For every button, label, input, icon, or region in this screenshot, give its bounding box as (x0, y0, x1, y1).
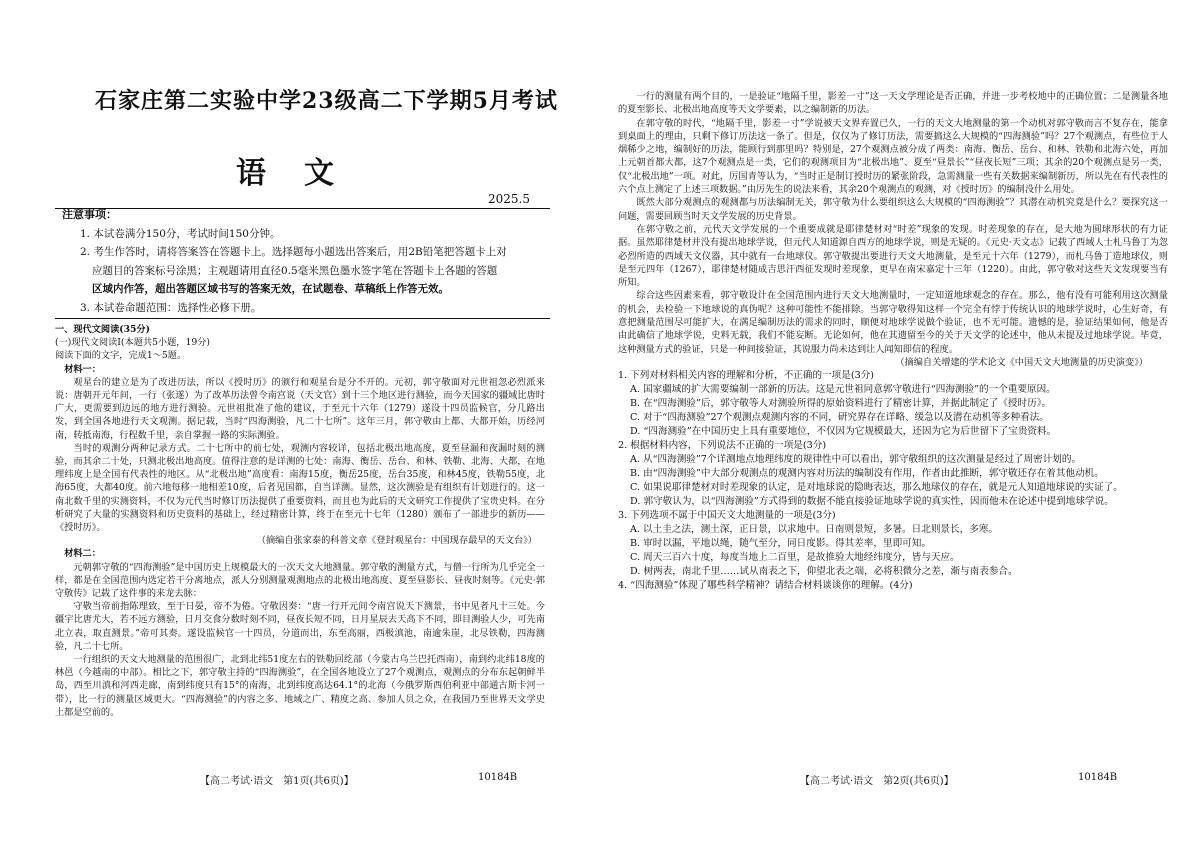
question-1: 1. 下列对材料相关内容的理解和分析，不正确的一项是(3分) (618, 370, 875, 382)
question-3: 3. 下列选项不属于中国天文大地测量的一项是(3分) (618, 510, 836, 522)
page-footer: 【高二考试·语文 第2页(共6页)】 (800, 776, 954, 787)
source-citation: （摘编自关增建的学术论文《中国天文大地测量的历史演变》） (895, 356, 1148, 368)
question-4: 4. “四海测验”体现了哪些科学精神？请结合材料谈谈你的理解。(4分) (618, 580, 913, 592)
section-heading: 一、现代文阅读(35分) (55, 324, 150, 335)
subsection-heading: (一)现代文阅读Ⅰ(本题共5小题，19分) (55, 337, 210, 349)
option: D. “四海测验”在中国历史上具有重要地位，不仅因为它规模最大，还因为它为后世留下了宝贵资料。 (630, 426, 1057, 438)
option: B. 审时以漏，平地以绳，随气至分，同日度影。得其差率，里即可知。 (630, 538, 931, 550)
option: A. 以土圭之法，测土深，正日景，以求地中。日南则景短，多暑。日北则景长，多寒。 (630, 524, 998, 536)
exam-date: 2025.5 (488, 192, 530, 206)
paragraph: 一行组织的天文大地测量的范围很广，北到北纬51度左右的铁勒回纥部（今蒙古乌兰巴托西南），南到约北纬18度的林邑（今越南的中部）。相比之下，郭守敬主持的“四海测验”，在全国各地设立了27个观测点，观测点的分布东起朝鲜半岛，西至川滇和河西走廊，南到纬度只有15°的南海，北到纬度高达64.1°的北海（今俄罗斯西伯利亚中部通古斯卡河一带），比一行的测量区域更大。“四海测验”的内容之多、地域之广、精度之高、参加人员之众，在我国乃至世界天文学史上都是空前的。 (55, 654, 545, 718)
option: C. 如果说耶律楚材对时差现象的认定，是对地球说的隐晦表达，那么地球仪的存在，就是元人知道地球说的实证了。 (630, 482, 1123, 494)
page-footer: 【高二考试·语文 第1页(共6页)】 (200, 776, 354, 787)
material-2-heading: 材料二： (64, 548, 101, 560)
reading-passage-left (55, 323, 545, 719)
notice-item: 区域内作答，超出答题区域书写的答案无效，在试题卷、草稿纸上作答无效。 (92, 283, 449, 295)
question-2: 2. 根据材料内容，下列说法不正确的一项是(3分) (618, 440, 827, 452)
option: B. 由“四海测验”中大部分观测点的观测内容对历法的编制没有作用，作者由此推断，郭守敬还存在着其他动机。 (630, 468, 1104, 480)
option: A. 从“四海测验”7个详测地点地理纬度的规律性中可以看出，郭守敬组织的这次测量是经过了周密计划的。 (630, 454, 1082, 466)
notice-heading: 注意事项： (62, 208, 117, 221)
material-1-heading: 材料一： (64, 363, 101, 375)
paragraph: 在郭守敬之前，元代天文学发展的一个重要成就是耶律楚材对“时差”现象的发现。时差现象的存在，是大地为圆球形状的有力证据。虽然耶律楚材并没有提出地球学说，但元代人知道源自西方的地球学说，则是无疑的。《元史·天文志》记载了西域人士札马鲁丁为忽必烈所造的西域天文仪器，其中就有一台地球仪。郭守敬提出要进行天文大地测量，是至元十六年（1279），而札马鲁丁造地球仪，则是至元四年（1267），耶律楚材随成吉思汗西征发现时差现象，更早在南宋嘉定十三年（1220）。由此，郭守敬对这些天文发现要当有所知。 (618, 223, 1168, 289)
option: D. 树两表，南北千里……试从南表之下，仰望北表之端，必将积微分之差，渐与南表参合。 (630, 566, 1018, 578)
paragraph: 观星台的建立是为了改进历法，所以《授时历》的颁行和观星台是分不开的。元初，郭守敬面对元世祖忽必烈派来说：唐朝开元年间，一行（张遂）为了改革历法曾令南宫说（天文官）到十三个地区进行测验，而今天国家的疆域比唐时广大，更需要到边远的地方进行测验。元世祖批准了他的建议，于至元十六年（1279）遂设十四员监候官，分几路出发，到全国各地进行天文观测。据记载，当时“四海测验，凡二十七所”。这年三月，郭守敬由上都、大都开始，历经河南，转抵南海，行程数千里，亲自掌握一路的实际测验。 (55, 376, 545, 441)
paragraph: 综合这些因素来看，郭守敬设计在全国范围内进行天文大地测量时，一定知道地球观念的存在。那么，他有没有可能利用这次测量的机会，去检验一下地球说的真伪呢？这种可能性不能排除。当郭守敬得知这样一个完全有悖于传统认识的地球学说时，心生好奇，有意把测量范围尽可能扩大，在满足编制历法的需求的同时，顺便对地球学说做个验证，也不无可能。遗憾的是，验证结果如何，他是否由此确信了地球学说，史料无载，我们不能妄断。无论如何，他在其遗留至今的关于天文学的论述中，他从未提及过地球学说。毕竟，这种测量方式的验证，只是一种间接验证，其说服力尚未达到让人闻知即信的程度。 (618, 290, 1168, 355)
paragraph: 守敬当帝前指陈理致，至于日晏，帝不为倦。守敬因奏：“唐一行开元间令南宫说天下测景，书中见者凡十三处。今疆宇比唐尤大，若不远方测验，日月交食分数时刻不同，昼夜长短不同，日月星辰去天高下不同，即目测验人少，可先南北立表，取直测景。”帝可其奏。遂设监候官一十四员，分道而出，东至高丽，西极滇池，南逾朱崖，北尽铁勒，四海测验，凡二十七所。 (55, 601, 545, 652)
option: C. 周天三百六十度，每度当地上二百里，是故推验大地经纬度分，皆与天应。 (630, 552, 960, 564)
notice-block (62, 206, 542, 317)
questions (618, 369, 1168, 593)
paragraph: 元朝郭守敬的“四海测验”是中国历史上规模最大的一次天文大地测量。郭守敬的测量方式，与僧一行所为几乎完全一样，都是在全国范围内选定若干分离地点，派人分别测量观测地点的北极出地高度、夏至昼影长、昼夜时刻等。《元史·郭守敬传》记载了这件事的来龙去脉： (55, 561, 545, 600)
notice-item: 1. 本试卷满分150分，考试时间150分钟。 (80, 227, 281, 240)
notice-item: 应题目的答案标号涂黑；主观题请用直径0.5毫米黑色墨水签字笔在答题卡上各题的答题 (92, 264, 498, 277)
reading-passage-right (618, 90, 1168, 593)
paragraph: 既然大部分观测点的观测都与历法编制无关，郭守敬为什么要组织这么大规模的“四海测验”？其潜在动机究竟是什么？要探究这一问题，需要回顾当时天文学发展的历史背景。 (618, 197, 1168, 222)
option: C. 对于“四海测验”27个观测点观测内容的不同，研究界存在详略、缓急以及潜在动机等多种看法。 (630, 412, 1049, 424)
paragraph: 一行的测量有两个目的，一是验证“地隔千里，影差一寸”这一天文学理论是否正确，并进一步考校地中的正确位置；二是测量各地的夏至影长、北极出地高度等天文学要素，以之编制新的历法。 (618, 91, 1168, 116)
exam-title: 石家庄第二实验中学23级高二下学期5月考试 (95, 88, 558, 114)
subject-title: 语文 (236, 156, 372, 191)
option: D. 郭守敬认为，以“四海测验”方式得到的数据不能直接验证地球学说的真实性，因而他未在论述中提到地球学说。 (630, 496, 1114, 508)
notice-divider (55, 318, 550, 319)
notice-item: 3. 本试卷命题范围：选择性必修下册。 (80, 301, 262, 314)
paragraph: 当时的观测分两种记录方式。二十七所中的前七处，观测内容较详，包括北极出地高度，夏至昼漏和夜漏时刻的测验，而其余二十处，只测北极出地高度。值得注意的是详测的七处：南海、衡岳、岳台、和林、铁勒、北海、大都，在地理纬度上是全国有代表性的地区。从“北极出地”高度看：南海15度，衡岳25度，岳台35度，和林45度，铁勒55度，北海65度，大都40度。前六地每移一地相差10度，后者见国都，自当详测。显然，这次测验是有组织有计划进行的。这一南北数千里的实测资料，不仅为元代当时修订历法提供了重要资料，而且也为此后的天文研究工作提供了宝贵史料。在分析研究了大量的实测资料和历史资料的基础上，经过精密计算，终于在至元十七年（1280）颁布了一部进步的新历——《授时历》。 (55, 442, 545, 534)
paragraph: 在郭守敬的时代，“地隔千里，影差一寸”学说被天文界弃置已久，一行的天文大地测量的第一个动机对郭守敬而言不复存在，能拿到桌面上的理由，只剩下修订历法这一条了。但是，仅仅为了修订历法，需要搞这么大规模的“四海测验”吗？27个观测点，有些位于人烟稀少之地，编制好的历法，能顾行到那里吗？特别是，27个观测点被分成了两类：南海、衡岳、岳台、和林、铁勒和北海六处，再加上元朝首都大都，这7个观测点是一类，它们的观测项目为“北极出地”、夏至“昼景长”“昼夜长短”三项；其余的20个观测点是另一类，仅“北极出地”一项。对此，厉国青等认为，“当时正是制订授时历的紧张阶段，急需测量一些有关数据来编制新历，所以先在有代表性的六个点上测定了上述三项数据。”由厉先生的说法来看，其余20个观测点的观测，对《授时历》的编制没什么用处。 (618, 117, 1168, 196)
option: A. 国家疆域的扩大需要编制一部新的历法。这是元世祖同意郭守敬进行“四海测验”的一个重要原因。 (630, 384, 1056, 396)
page-code: 10184B (1078, 772, 1118, 783)
option: B. 在“四海测验”后，郭守敬等人对测验所得的原始资料进行了精密计算，并据此制定了《授时历》。 (630, 398, 1052, 410)
right-page (600, 0, 1200, 847)
source-citation: （摘编自张家泰的科普文章《登封观星台：中国现存最早的天文台》） (256, 535, 537, 547)
instruction: 阅读下面的文字，完成1～5题。 (55, 350, 187, 362)
notice-item: 2. 考生作答时，请将答案答在答题卡上。选择题每小题选出答案后，用2B铅笔把答题卡上对 (80, 246, 507, 258)
page-code: 10184B (478, 772, 518, 783)
